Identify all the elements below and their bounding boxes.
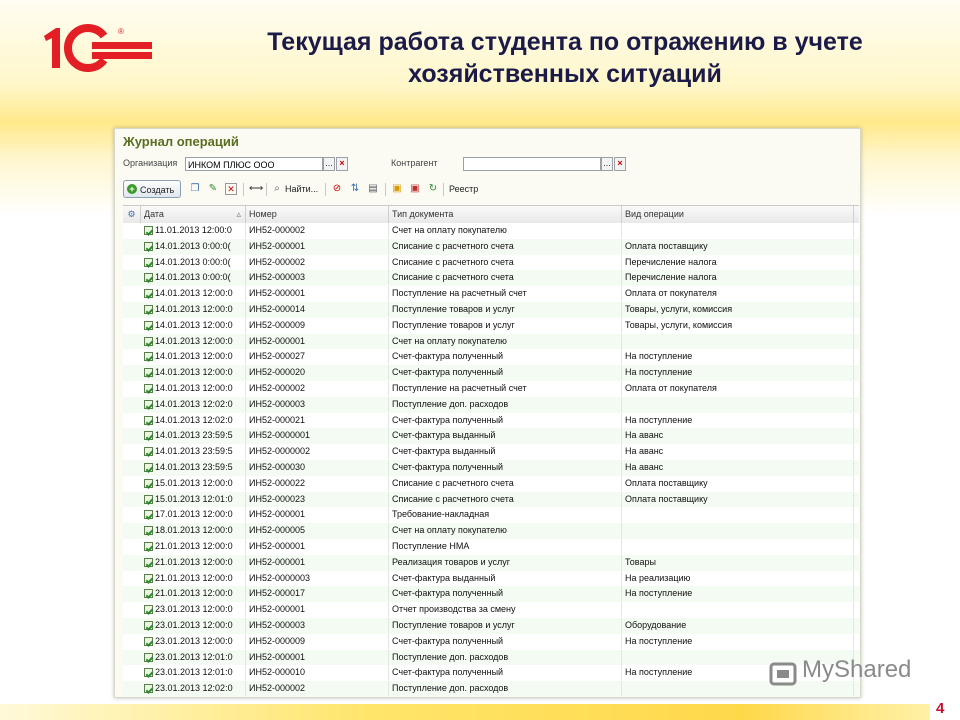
cell-number: ИН52-000001 (246, 239, 389, 254)
cell-number: ИН52-000001 (246, 539, 389, 554)
cell-doc-type: Счет-фактура выданный (389, 444, 622, 459)
cell-doc-type: Поступление на расчетный счет (389, 286, 622, 301)
cell-doc-type: Поступление товаров и услуг (389, 302, 622, 317)
table-row[interactable] (123, 602, 859, 619)
cell-doc-type: Списание с расчетного счета (389, 270, 622, 285)
contractor-label: Контрагент (391, 158, 438, 168)
cell-number: ИН52-000002 (246, 255, 389, 270)
edit-icon[interactable]: ✎ (208, 183, 218, 194)
find-button[interactable]: Найти... (285, 184, 319, 194)
cell-number: ИН52-000003 (246, 618, 389, 633)
table-row[interactable] (123, 618, 859, 635)
cell-doc-type: Счет-фактура полученный (389, 413, 622, 428)
organization-label: Организация (123, 158, 178, 168)
table-row[interactable] (123, 381, 859, 398)
cell-number: ИН52-000014 (246, 302, 389, 317)
cell-operation: На аванс (622, 428, 854, 443)
cell-operation: На аванс (622, 444, 854, 459)
organization-select-button[interactable]: ... (323, 157, 335, 171)
cell-date: 14.01.2013 0:00:0( (141, 239, 246, 254)
cell-doc-type: Списание с расчетного счета (389, 239, 622, 254)
table-row[interactable] (123, 665, 859, 682)
cell-date: 14.01.2013 12:02:0 (141, 397, 246, 412)
table-row[interactable] (123, 523, 859, 540)
cell-operation (622, 334, 854, 349)
table-header (123, 205, 859, 224)
page-number: 4 (936, 700, 945, 717)
table-row[interactable] (123, 365, 859, 382)
cell-date: 23.01.2013 12:02:0 (141, 681, 246, 696)
table-row[interactable] (123, 492, 859, 509)
cell-number: ИН52-000002 (246, 223, 389, 238)
table-row[interactable] (123, 349, 859, 366)
cell-doc-type: Счет-фактура выданный (389, 428, 622, 443)
cell-operation (622, 523, 854, 538)
cell-number: ИН52-000009 (246, 634, 389, 649)
bottom-decor-bar (0, 704, 930, 720)
svg-text:®: ® (118, 27, 124, 36)
sort-icon[interactable]: ⇅ (350, 183, 360, 194)
cell-date: 14.01.2013 12:00:0 (141, 381, 246, 396)
delete-icon[interactable]: ✕ (225, 183, 237, 195)
cell-doc-type: Поступление доп. расходов (389, 397, 622, 412)
cell-number: ИН52-000001 (246, 650, 389, 665)
plus-icon: + (127, 184, 137, 194)
window-title: Журнал операций (123, 134, 239, 149)
cell-date: 14.01.2013 12:00:0 (141, 349, 246, 364)
cell-number: ИН52-0000002 (246, 444, 389, 459)
post-icon[interactable]: ▣ (392, 183, 402, 194)
create-label: Создать (140, 185, 175, 195)
cell-operation: Оплата от покупателя (622, 381, 854, 396)
cell-operation: На аванс (622, 460, 854, 475)
cell-operation: Перечисление налога (622, 255, 854, 270)
table-row[interactable] (123, 555, 859, 572)
filter-off-icon[interactable]: ⊘ (332, 183, 342, 194)
table-body (123, 223, 859, 697)
cell-date: 14.01.2013 23:59:5 (141, 428, 246, 443)
cell-date: 23.01.2013 12:00:0 (141, 602, 246, 617)
cell-doc-type: Счет-фактура полученный (389, 586, 622, 601)
cell-number: ИН52-000020 (246, 365, 389, 380)
cell-doc-type: Поступление доп. расходов (389, 681, 622, 696)
cell-operation: Перечисление налога (622, 270, 854, 285)
table-row[interactable] (123, 255, 859, 272)
contractor-select-button[interactable]: ... (601, 157, 613, 171)
cell-date: 21.01.2013 12:00:0 (141, 571, 246, 586)
cell-number: ИН52-000003 (246, 270, 389, 285)
cell-operation: На поступление (622, 665, 854, 680)
cell-operation: На реализацию (622, 571, 854, 586)
toolbar-separator (266, 183, 267, 196)
cell-number: ИН52-000022 (246, 476, 389, 491)
cell-number: ИН52-000001 (246, 602, 389, 617)
cell-doc-type: Счет-фактура полученный (389, 365, 622, 380)
cell-date: 15.01.2013 12:01:0 (141, 492, 246, 507)
cell-doc-type: Счет-фактура полученный (389, 460, 622, 475)
cell-date: 14.01.2013 12:00:0 (141, 318, 246, 333)
cell-doc-type: Списание с расчетного счета (389, 255, 622, 270)
cell-operation (622, 602, 854, 617)
cell-operation: Оплата поставщику (622, 492, 854, 507)
column-date-label: Дата (144, 209, 164, 219)
contractor-field[interactable] (463, 157, 601, 171)
registry-button[interactable]: Реестр (449, 184, 479, 194)
table-row[interactable] (123, 334, 859, 351)
cell-date: 17.01.2013 12:00:0 (141, 507, 246, 522)
settings-column-icon[interactable]: ⚙ (123, 206, 141, 223)
1c-logo-icon (40, 22, 155, 72)
cell-date: 21.01.2013 12:00:0 (141, 555, 246, 570)
find-icon[interactable]: ⌕ (274, 183, 280, 194)
cell-operation: Товары, услуги, комиссия (622, 318, 854, 333)
table-row[interactable] (123, 302, 859, 319)
table-row[interactable] (123, 650, 859, 667)
column-date[interactable] (141, 206, 246, 223)
column-operation[interactable]: Вид операции (622, 206, 854, 223)
cell-operation (622, 397, 854, 412)
cell-date: 14.01.2013 12:00:0 (141, 334, 246, 349)
cell-operation: На поступление (622, 586, 854, 601)
cell-doc-type: Списание с расчетного счета (389, 492, 622, 507)
table-row[interactable] (123, 428, 859, 445)
cell-date: 14.01.2013 12:00:0 (141, 302, 246, 317)
link-icon[interactable]: ⟷ (249, 183, 264, 194)
cell-operation: Товары, услуги, комиссия (622, 302, 854, 317)
table-row[interactable] (123, 681, 859, 698)
cell-operation: Оплата поставщику (622, 239, 854, 254)
cell-doc-type: Поступление на расчетный счет (389, 381, 622, 396)
cell-number: ИН52-000001 (246, 334, 389, 349)
cell-doc-type: Поступление доп. расходов (389, 650, 622, 665)
cell-operation: Оплата от покупателя (622, 286, 854, 301)
cell-operation (622, 223, 854, 238)
column-number[interactable]: Номер (246, 206, 389, 223)
cell-date: 23.01.2013 12:00:0 (141, 618, 246, 633)
table-row[interactable] (123, 539, 859, 556)
cell-doc-type: Счет-фактура полученный (389, 349, 622, 364)
table-row[interactable] (123, 239, 859, 256)
cell-operation: На поступление (622, 349, 854, 364)
table-row[interactable] (123, 507, 859, 524)
cell-number: ИН52-000001 (246, 555, 389, 570)
cell-operation: Оплата поставщику (622, 476, 854, 491)
create-button[interactable] (123, 180, 181, 198)
table-row[interactable] (123, 571, 859, 588)
cell-date: 21.01.2013 12:00:0 (141, 586, 246, 601)
table-row[interactable] (123, 318, 859, 335)
cell-date: 14.01.2013 0:00:0( (141, 255, 246, 270)
copy-icon[interactable]: ❐ (190, 183, 200, 194)
unpost-icon[interactable]: ▣ (410, 183, 420, 194)
cell-operation (622, 539, 854, 554)
contractor-clear-button[interactable]: × (614, 157, 626, 171)
table-row[interactable] (123, 413, 859, 430)
cell-number: ИН52-000010 (246, 665, 389, 680)
cell-date: 23.01.2013 12:01:0 (141, 650, 246, 665)
cell-number: ИН52-000023 (246, 492, 389, 507)
cell-doc-type: Требование-накладная (389, 507, 622, 522)
cell-doc-type: Счет на оплату покупателю (389, 334, 622, 349)
slide-title (175, 26, 955, 90)
table-row[interactable] (123, 223, 859, 240)
cell-number: ИН52-000002 (246, 381, 389, 396)
cell-date: 14.01.2013 12:00:0 (141, 365, 246, 380)
cell-date: 18.01.2013 12:00:0 (141, 523, 246, 538)
cell-doc-type: Счет-фактура выданный (389, 571, 622, 586)
cell-doc-type: Поступление товаров и услуг (389, 318, 622, 333)
cell-number: ИН52-000001 (246, 286, 389, 301)
cell-date: 23.01.2013 12:00:0 (141, 634, 246, 649)
table-row[interactable] (123, 476, 859, 493)
cell-operation (622, 507, 854, 522)
cell-doc-type: Поступление НМА (389, 539, 622, 554)
refresh-icon[interactable]: ↻ (428, 183, 438, 194)
cell-operation: На поступление (622, 413, 854, 428)
title-line-1: Текущая работа студента по отражению в учете (267, 28, 863, 56)
cell-number: ИН52-0000003 (246, 571, 389, 586)
cell-doc-type: Отчет производства за смену (389, 602, 622, 617)
myshared-logo-icon (768, 660, 798, 688)
watermark: MyShared (802, 656, 912, 683)
cell-number: ИН52-000009 (246, 318, 389, 333)
cell-date: 23.01.2013 12:01:0 (141, 665, 246, 680)
cell-number: ИН52-000027 (246, 349, 389, 364)
cell-doc-type: Реализация товаров и услуг (389, 555, 622, 570)
toolbar (123, 180, 853, 198)
cell-date: 14.01.2013 12:02:0 (141, 413, 246, 428)
cell-doc-type: Счет-фактура полученный (389, 665, 622, 680)
organization-field[interactable]: ИНКОМ ПЛЮС ООО (185, 157, 323, 171)
toolbar-separator (385, 183, 386, 196)
cell-date: 15.01.2013 12:00:0 (141, 476, 246, 491)
cell-doc-type: Счет на оплату покупателю (389, 223, 622, 238)
cell-date: 14.01.2013 0:00:0( (141, 270, 246, 285)
cell-date: 14.01.2013 23:59:5 (141, 460, 246, 475)
toolbar-separator (325, 183, 326, 196)
table-row[interactable] (123, 460, 859, 477)
sort-asc-icon: ▵ (236, 209, 241, 219)
cell-number: ИН52-000005 (246, 523, 389, 538)
cell-number: ИН52-000030 (246, 460, 389, 475)
cell-date: 14.01.2013 23:59:5 (141, 444, 246, 459)
cell-number: ИН52-0000001 (246, 428, 389, 443)
toolbar-separator (443, 183, 444, 196)
cell-date: 11.01.2013 12:00:0 (141, 223, 246, 238)
cell-doc-type: Счет на оплату покупателю (389, 523, 622, 538)
cell-operation: Оборудование (622, 618, 854, 633)
cell-operation: На поступление (622, 634, 854, 649)
table-row[interactable] (123, 270, 859, 287)
cell-operation: Товары (622, 555, 854, 570)
table-row[interactable] (123, 586, 859, 603)
cell-number: ИН52-000003 (246, 397, 389, 412)
table-row[interactable] (123, 397, 859, 414)
cell-doc-type: Счет-фактура полученный (389, 634, 622, 649)
table-row[interactable] (123, 286, 859, 303)
cell-operation: На поступление (622, 365, 854, 380)
organization-clear-button[interactable]: × (336, 157, 348, 171)
cell-number: ИН52-000021 (246, 413, 389, 428)
toolbar-separator (243, 183, 244, 196)
table-row[interactable] (123, 634, 859, 651)
cell-date: 14.01.2013 12:00:0 (141, 286, 246, 301)
print-icon[interactable]: ▤ (368, 183, 378, 194)
cell-number: ИН52-000017 (246, 586, 389, 601)
table-row[interactable] (123, 444, 859, 461)
cell-date: 21.01.2013 12:00:0 (141, 539, 246, 554)
cell-number: ИН52-000002 (246, 681, 389, 696)
cell-doc-type: Списание с расчетного счета (389, 476, 622, 491)
cell-doc-type: Поступление товаров и услуг (389, 618, 622, 633)
operations-journal-window (114, 128, 861, 698)
title-line-2: хозяйственных ситуаций (408, 60, 722, 88)
cell-number: ИН52-000001 (246, 507, 389, 522)
column-doc-type[interactable]: Тип документа (389, 206, 622, 223)
